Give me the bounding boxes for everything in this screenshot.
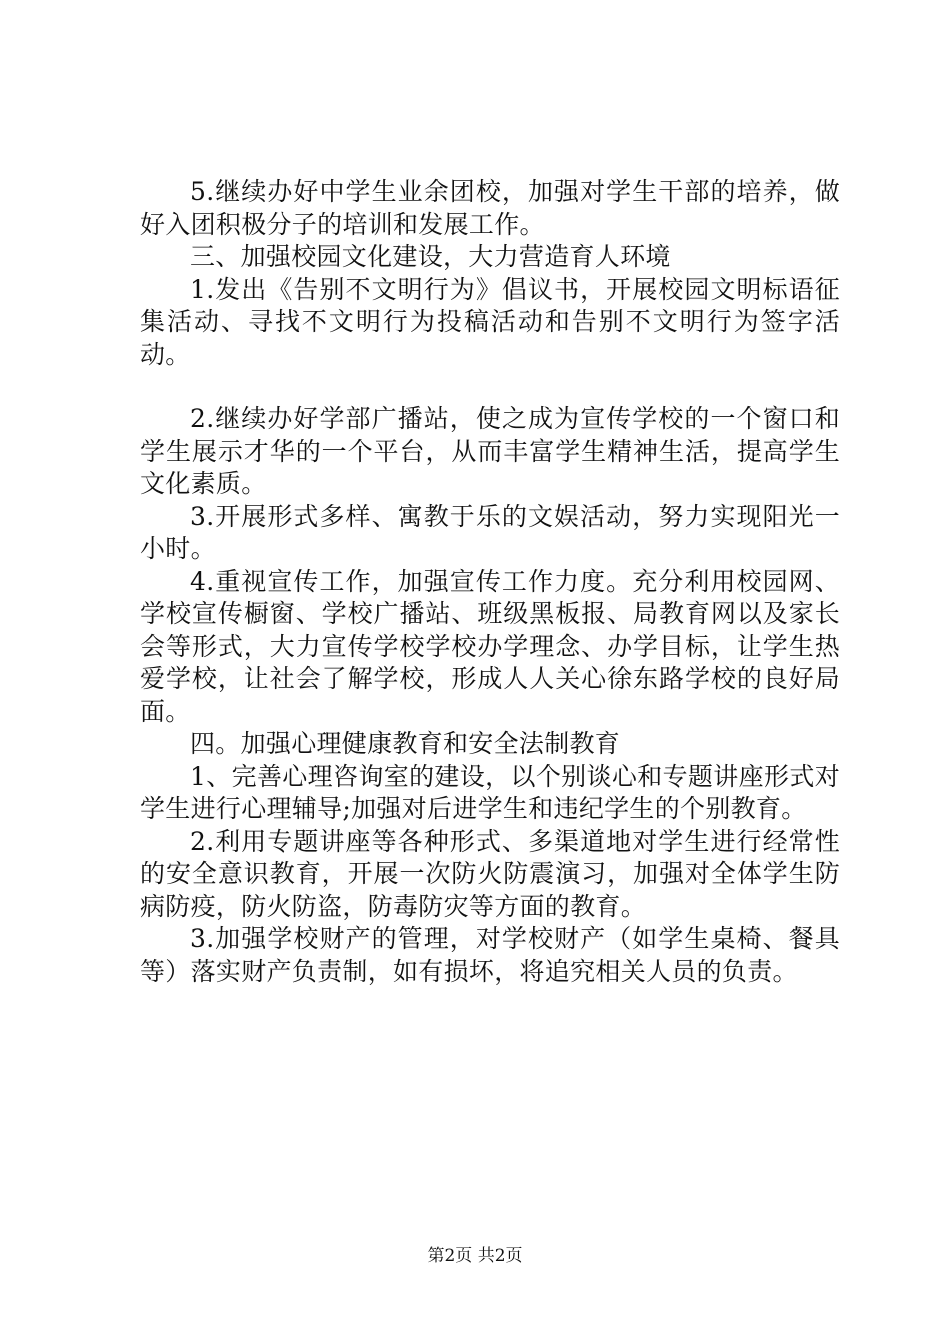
paragraph-item-2-broadcast-station: 2.继续办好学部广播站，使之成为宣传学校的一个窗口和学生展示才华的一个平台，从而丰富学生精神生活，提高学生文化素质。	[140, 404, 840, 498]
paragraph-item-1-counseling-room: 1、完善心理咨询室的建设，以个别谈心和专题讲座形式对学生进行心理辅导;加强对后进学生和违纪学生的个别教育。	[140, 761, 840, 823]
page-number-footer: 第2页 共2页	[427, 1246, 523, 1266]
paragraph-item-1-civility-initiative: 1.发出《告别不文明行为》倡议书，开展校园文明标语征集活动、寻找不文明行为投稿活动和告别不文明行为签字活动。	[140, 274, 840, 369]
section-heading-mental-health-safety: 四。加强心理健康教育和安全法制教育	[190, 729, 621, 758]
paragraph-item-2-safety-education: 2.利用专题讲座等各种形式、多渠道地对学生进行经常性的安全意识教育，开展一次防火防震演习，加强对全体学生防病防疫，防火防盗，防毒防灾等方面的教育。	[140, 826, 840, 921]
paragraph-item-4-publicity-work: 4.重视宣传工作，加强宣传工作力度。充分利用校园网、学校宣传橱窗、学校广播站、班级黑板报、局教育网以及家长会等形式，大力宣传学校学校办学理念、办学目标，让学生热爱学校，让社会了解学校，形成人人关心徐东路学校的良好局面。	[140, 566, 840, 726]
document-body	[140, 176, 840, 988]
paragraph-item-3-property-management: 3.加强学校财产的管理，对学校财产（如学生桌椅、餐具等）落实财产负责制，如有损坏，将追究相关人员的负责。	[140, 924, 840, 986]
paragraph-item-5-youth-league-school: 5.继续办好中学生业余团校，加强对学生干部的培养，做好入团积极分子的培训和发展工作。	[140, 177, 840, 239]
section-heading-campus-culture: 三、加强校园文化建设，大力营造育人环境	[190, 242, 671, 271]
paragraph-item-3-recreation-activities: 3.开展形式多样、寓教于乐的文娱活动，努力实现阳光一小时。	[140, 501, 840, 563]
